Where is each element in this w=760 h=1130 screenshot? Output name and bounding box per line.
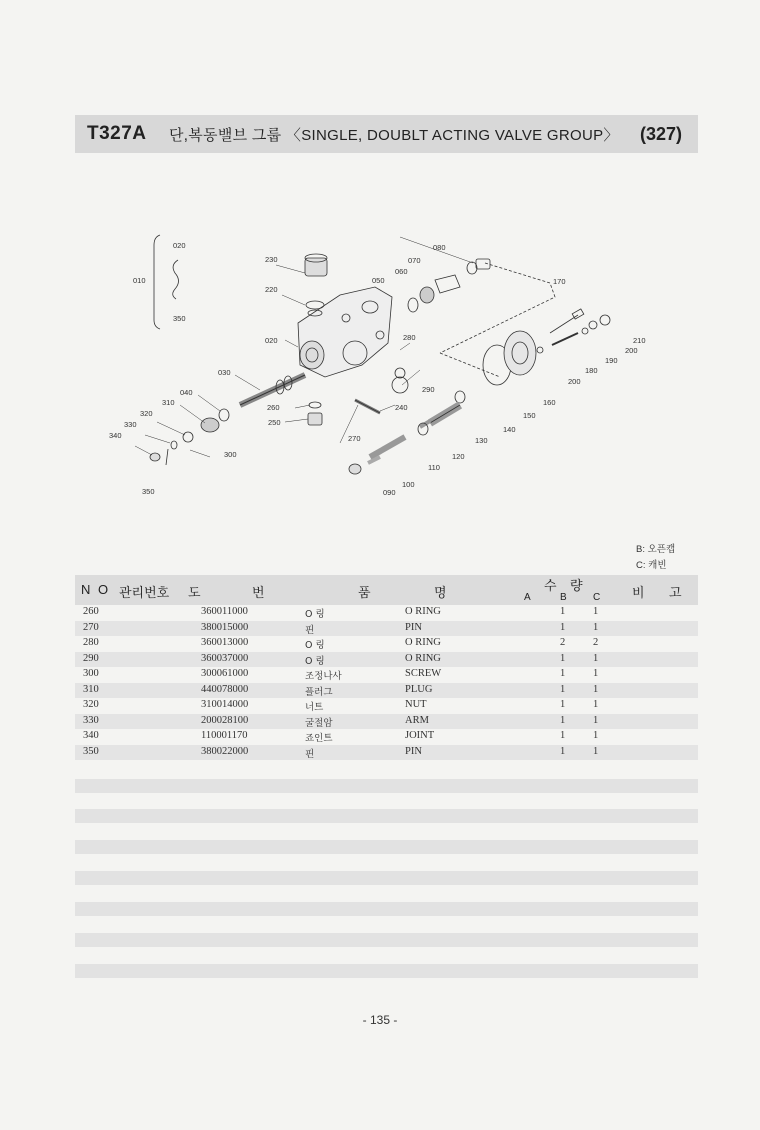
- header-qty-2: 량: [570, 578, 583, 593]
- cell-name-en: PIN: [405, 621, 422, 633]
- empty-row-stripe: [75, 871, 698, 885]
- cell-name-kr: 핀: [305, 748, 315, 760]
- table-row: [75, 667, 698, 683]
- cell-part-no: 200028100: [201, 714, 249, 726]
- cell-qty-b: 1: [560, 652, 566, 664]
- legend-c: C: 캐빈: [636, 560, 667, 571]
- group-title: 단,복동밸브 그룹 〈SINGLE, DOUBLT ACTING VALVE GROUP〉: [169, 126, 619, 144]
- header-name-1: 품: [358, 585, 371, 600]
- header-col-a: A: [524, 592, 531, 603]
- callout-label: 060: [395, 267, 408, 276]
- callout-label: 180: [585, 366, 598, 375]
- cell-name-en: O RING: [405, 606, 441, 617]
- callout-label: 080: [433, 243, 446, 252]
- cell-no: 330: [83, 714, 99, 726]
- callout-label: 030: [218, 368, 231, 377]
- empty-row-stripe: [75, 902, 698, 916]
- callout-label: 150: [523, 411, 536, 420]
- callout-label: 340: [109, 431, 122, 440]
- cell-no: 260: [83, 606, 99, 617]
- cell-qty-c: 1: [593, 714, 599, 726]
- cell-qty-c: 1: [593, 621, 599, 633]
- cell-name-en: PLUG: [405, 683, 433, 695]
- cell-name-kr: O 링: [305, 640, 325, 651]
- cell-qty-b: 1: [560, 621, 566, 633]
- cell-part-no: 310014000: [201, 699, 249, 710]
- exploded-parts-diagram: [100, 225, 670, 510]
- header-qty-1: 수: [544, 578, 557, 593]
- cell-part-no: 300061000: [201, 668, 249, 679]
- callout-label: 100: [402, 480, 415, 489]
- cell-no: 300: [83, 668, 99, 679]
- header-mgmt-no: 관리번호: [119, 585, 170, 600]
- cell-name-kr: 플러그: [305, 686, 333, 698]
- cell-qty-b: 1: [560, 683, 566, 695]
- cell-qty-c: 2: [593, 637, 599, 648]
- callout-label: 160: [543, 398, 556, 407]
- table-row: [75, 683, 698, 699]
- cell-part-no: 440078000: [201, 683, 249, 695]
- cell-name-kr: 너트: [305, 702, 324, 713]
- cell-qty-b: 1: [560, 745, 566, 757]
- callout-label: 200: [625, 346, 638, 355]
- cell-name-en: NUT: [405, 699, 427, 710]
- legend-b: B: 오픈캡: [636, 544, 676, 555]
- callout-label: 250: [268, 418, 281, 427]
- table-row: [75, 621, 698, 637]
- callout-label: 300: [224, 450, 237, 459]
- cell-part-no: 110001170: [201, 730, 248, 741]
- callout-label: 190: [605, 356, 618, 365]
- cell-part-no: 380015000: [201, 621, 249, 633]
- header-name-2: 명: [434, 585, 447, 600]
- callout-label: 110: [428, 463, 440, 472]
- cell-qty-c: 1: [593, 606, 599, 617]
- empty-row-stripe: [75, 933, 698, 947]
- callout-label: 330: [124, 420, 137, 429]
- cell-part-no: 360013000: [201, 637, 249, 648]
- cell-part-no: 360037000: [201, 652, 249, 664]
- callout-label: 040: [180, 388, 193, 397]
- cell-name-en: JOINT: [405, 730, 435, 741]
- cell-qty-b: 1: [560, 606, 566, 617]
- header-col-b: B: [560, 592, 567, 603]
- callout-label: 020: [173, 241, 186, 250]
- cell-qty-c: 1: [593, 668, 599, 679]
- header-remarks-1: 비: [632, 585, 645, 600]
- cell-no: 280: [83, 637, 99, 648]
- callout-label: 170: [553, 277, 566, 286]
- callout-label: 140: [503, 425, 516, 434]
- cell-no: 340: [83, 730, 99, 741]
- callout-label: 010: [133, 276, 146, 285]
- callout-label: 280: [403, 333, 416, 342]
- callout-label: 070: [408, 256, 421, 265]
- table-row: [75, 698, 698, 714]
- callout-label: 240: [395, 403, 408, 412]
- cell-qty-c: 1: [593, 730, 599, 741]
- cell-qty-c: 1: [593, 652, 599, 664]
- table-row: [75, 714, 698, 730]
- cell-name-kr: 조정나사: [305, 671, 342, 682]
- header-remarks-2: 고: [669, 585, 682, 600]
- cell-no: 270: [83, 621, 99, 633]
- callout-label: 270: [348, 434, 361, 443]
- callout-label: 350: [142, 487, 155, 496]
- cell-no: 310: [83, 683, 99, 695]
- cell-no: 320: [83, 699, 99, 710]
- cell-name-en: ARM: [405, 714, 429, 726]
- cell-name-kr: 죠인트: [305, 733, 333, 744]
- callout-label: 350: [173, 314, 186, 323]
- cell-no: 290: [83, 652, 99, 664]
- callout-label: 020: [265, 336, 278, 345]
- cell-part-no: 360011000: [201, 606, 248, 617]
- cell-name-kr: 핀: [305, 624, 315, 636]
- header-no: N O: [81, 582, 111, 597]
- callout-label: 260: [267, 403, 280, 412]
- callout-label: 120: [452, 452, 465, 461]
- callout-label: 320: [140, 409, 153, 418]
- callout-label: 230: [265, 255, 278, 264]
- parts-table: [75, 605, 698, 760]
- table-row: [75, 652, 698, 668]
- cell-qty-b: 1: [560, 730, 566, 741]
- cell-part-no: 380022000: [201, 745, 249, 757]
- cell-qty-b: 1: [560, 668, 566, 679]
- callout-label: 050: [372, 276, 385, 285]
- table-row: [75, 636, 698, 652]
- cell-name-en: O RING: [405, 652, 441, 664]
- table-header: [75, 575, 698, 605]
- cell-name-kr: O 링: [305, 655, 325, 667]
- cell-qty-c: 1: [593, 699, 599, 710]
- group-number: (327): [639, 123, 682, 144]
- empty-row-stripe: [75, 840, 698, 854]
- page-number: - 135 -: [362, 1013, 398, 1027]
- cell-name-en: SCREW: [405, 668, 442, 679]
- empty-row-stripe: [75, 809, 698, 823]
- table-row: [75, 605, 698, 621]
- callout-label: 290: [422, 385, 435, 394]
- callout-label: 200: [568, 377, 581, 386]
- cell-qty-b: 2: [560, 637, 566, 648]
- cell-name-kr: O 링: [305, 609, 325, 620]
- cell-no: 350: [83, 745, 99, 757]
- cell-qty-b: 1: [560, 699, 566, 710]
- cell-name-en: O RING: [405, 637, 441, 648]
- group-code: T327A: [87, 123, 147, 144]
- cell-qty-c: 1: [593, 683, 599, 695]
- callout-label: 210: [633, 336, 646, 345]
- header-col-c: C: [593, 592, 601, 603]
- cell-qty-b: 1: [560, 714, 566, 726]
- empty-row-stripe: [75, 779, 698, 793]
- table-row: [75, 745, 698, 761]
- cell-name-kr: 굴절암: [305, 717, 333, 729]
- title-bar: [75, 115, 698, 153]
- cell-qty-c: 1: [593, 745, 599, 757]
- cell-name-en: PIN: [405, 745, 422, 757]
- empty-row-stripe: [75, 964, 698, 978]
- header-drawing-1: 도: [188, 585, 201, 600]
- table-row: [75, 729, 698, 745]
- header-drawing-2: 번: [252, 585, 265, 600]
- callout-label: 220: [265, 285, 278, 294]
- callout-label: 090: [383, 488, 396, 497]
- callout-label: 130: [475, 436, 488, 445]
- callout-label: 310: [162, 398, 175, 407]
